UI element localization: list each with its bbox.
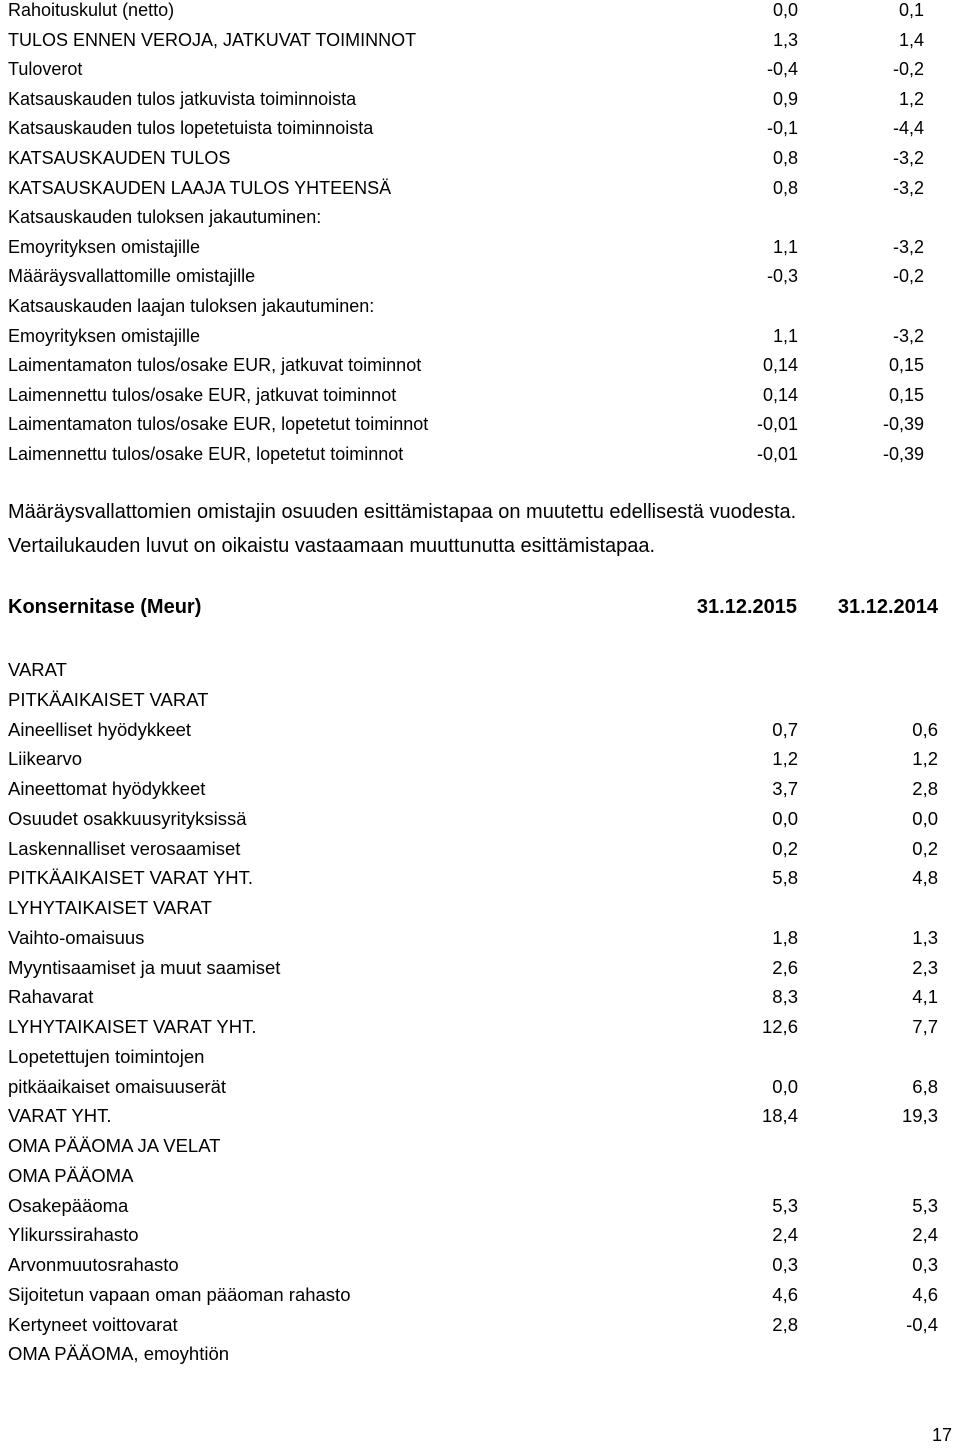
value-cell-current: 0,8 (772, 147, 798, 168)
value-cell-previous: -3,2 (892, 325, 924, 346)
table-row (8, 351, 926, 381)
value-cell-current: -0,4 (766, 59, 798, 80)
value-cell-current: 0,8 (772, 177, 798, 198)
table-row (8, 410, 926, 440)
table-row (8, 1101, 938, 1131)
table-row (8, 953, 938, 983)
table-row (8, 322, 926, 352)
table-row (8, 174, 926, 204)
value-cell-current: -0,01 (756, 443, 798, 464)
table-row (8, 114, 926, 144)
table-row (8, 1161, 938, 1191)
value-cell-current: 0,14 (762, 355, 798, 376)
table-row (8, 1191, 938, 1221)
row-label: VARAT YHT. (8, 1105, 112, 1127)
value-cell-current: 2,4 (772, 1224, 798, 1246)
note-line-2: Vertailukauden luvut on oikaistu vastaamaan muuttunutta esittämistapaa. (8, 535, 656, 557)
table-row (8, 982, 938, 1012)
row-label: Lopetettujen toimintojen (8, 1045, 205, 1067)
value-cell-current: 5,8 (772, 867, 798, 889)
value-cell-previous: 2,3 (912, 956, 938, 978)
row-label: Laskennalliset verosaamiset (8, 837, 241, 859)
value-cell-previous: 0,3 (912, 1254, 938, 1275)
table-row (8, 744, 938, 774)
table-row (8, 203, 926, 233)
row-label: PITKÄAIKAISET VARAT (8, 688, 209, 710)
value-cell-previous: 0,15 (888, 355, 924, 376)
table-row (8, 1280, 938, 1310)
row-label: Laimennettu tulos/osake EUR, jatkuvat toiminnot (8, 384, 397, 405)
value-cell-previous: -0,2 (892, 59, 924, 80)
row-label: Osuudet osakkuusyrityksissä (8, 807, 247, 829)
balance-sheet-table (8, 655, 938, 1369)
value-cell-current: -0,3 (766, 266, 798, 287)
value-cell-current: 3,7 (772, 778, 798, 799)
value-cell-current: 2,8 (772, 1313, 798, 1335)
row-label: Aineettomat hyödykkeet (8, 778, 206, 799)
row-label: pitkäaikaiset omaisuuserät (8, 1075, 226, 1097)
table-row (8, 774, 938, 804)
value-cell-previous: 0,2 (912, 837, 938, 859)
row-label: Laimennettu tulos/osake EUR, lopetetut toiminnot (8, 443, 404, 464)
row-label: Myyntisaamiset ja muut saamiset (8, 956, 281, 978)
row-label: Laimentamaton tulos/osake EUR, jatkuvat toiminnot (8, 355, 422, 376)
row-label: Kertyneet voittovarat (8, 1313, 178, 1335)
row-label: Katsauskauden tulos jatkuvista toiminnoista (8, 88, 357, 109)
value-cell-current: 18,4 (761, 1105, 798, 1127)
value-cell-current: 0,9 (772, 88, 798, 109)
row-label: Tuloverot (8, 59, 83, 80)
row-label: Sijoitetun vapaan oman pääoman rahasto (8, 1283, 351, 1305)
table-row (8, 233, 926, 263)
table-row (8, 85, 926, 115)
value-cell-previous: 4,8 (912, 867, 938, 889)
value-cell-current: 0,3 (772, 1254, 798, 1275)
row-label: Arvonmuutosrahasto (8, 1254, 179, 1275)
value-cell-previous: 0,6 (912, 718, 938, 740)
value-cell-previous: 5,3 (912, 1194, 938, 1216)
row-label: Laimentamaton tulos/osake EUR, lopetetut toiminnot (8, 414, 429, 435)
row-label: Määräysvallattomille omistajille (8, 266, 256, 287)
row-label: Liikearvo (8, 748, 83, 770)
row-label: Emoyrityksen omistajille (8, 236, 201, 257)
row-label: Katsauskauden tuloksen jakautuminen: (8, 207, 322, 228)
value-cell-previous: 4,1 (912, 986, 938, 1008)
column-header-2015: 31.12.2015 (696, 596, 797, 618)
row-label: PITKÄAIKAISET VARAT YHT. (8, 867, 254, 889)
value-cell-current: 0,14 (762, 384, 798, 405)
value-cell-current: -0,1 (766, 118, 798, 139)
table-row (8, 262, 926, 292)
table-row (8, 834, 938, 864)
value-cell-previous: -0,4 (906, 1313, 938, 1335)
table-row (8, 893, 938, 923)
row-label: OMA PÄÄOMA, emoyhtiön (8, 1343, 230, 1365)
value-cell-previous: 4,6 (912, 1283, 938, 1305)
page-number: 17 (931, 1425, 952, 1445)
row-label: Osakepääoma (8, 1194, 129, 1216)
table-row (8, 1250, 938, 1280)
table-row (8, 292, 926, 322)
value-cell-previous: -3,2 (892, 147, 924, 168)
row-label: Katsauskauden tulos lopetetuista toiminnoista (8, 118, 374, 139)
row-label: LYHYTAIKAISET VARAT (8, 897, 212, 918)
row-label: VARAT (8, 659, 67, 680)
value-cell-previous: 7,7 (912, 1016, 938, 1037)
row-label: Emoyrityksen omistajille (8, 325, 201, 346)
value-cell-previous: 0,0 (912, 807, 938, 829)
value-cell-previous: 0,1 (898, 0, 924, 20)
value-cell-current: 1,1 (772, 236, 798, 257)
table-row (8, 26, 926, 56)
row-label: LYHYTAIKAISET VARAT YHT. (8, 1016, 257, 1037)
row-label: OMA PÄÄOMA (8, 1164, 134, 1186)
value-cell-current: 2,6 (772, 956, 798, 978)
income-statement-table (8, 0, 926, 470)
value-cell-current: 0,2 (772, 837, 798, 859)
balance-sheet-title: Konsernitase (Meur) (8, 596, 202, 618)
table-row (8, 804, 938, 834)
note-line-1: Määräysvallattomien omistajin osuuden esittämistapaa on muutettu edellisestä vuodesta. (8, 501, 797, 523)
row-label: Rahoituskulut (netto) (8, 0, 175, 20)
value-cell-current: 1,8 (772, 926, 798, 948)
table-row (8, 923, 938, 953)
table-row (8, 1072, 938, 1102)
value-cell-previous: 2,4 (912, 1224, 938, 1246)
value-cell-previous: 1,2 (898, 88, 924, 109)
value-cell-current: 5,3 (772, 1194, 798, 1216)
table-row (8, 0, 926, 26)
value-cell-previous: -0,39 (882, 443, 924, 464)
table-row (8, 1042, 938, 1072)
row-label: Katsauskauden laajan tuloksen jakautuminen: (8, 295, 375, 316)
table-row (8, 440, 926, 470)
table-row (8, 381, 926, 411)
row-label: OMA PÄÄOMA JA VELAT (8, 1135, 221, 1156)
row-label: Rahavarat (8, 986, 94, 1008)
value-cell-current: 1,2 (772, 748, 798, 770)
table-row (8, 144, 926, 174)
value-cell-current: 0,0 (772, 807, 798, 829)
table-row (8, 715, 938, 745)
value-cell-current: 1,1 (772, 325, 798, 346)
value-cell-current: 0,7 (772, 718, 798, 740)
table-row (8, 55, 926, 85)
value-cell-previous: 2,8 (912, 778, 938, 799)
value-cell-previous: -3,2 (892, 236, 924, 257)
table-row (8, 1012, 938, 1042)
row-label: TULOS ENNEN VEROJA, JATKUVAT TOIMINNOT (8, 29, 417, 50)
table-row (8, 655, 938, 685)
table-row (8, 1310, 938, 1340)
value-cell-current: 0,0 (772, 1075, 798, 1097)
row-label: Vaihto-omaisuus (8, 926, 145, 948)
table-row (8, 1220, 938, 1250)
column-header-2014: 31.12.2014 (837, 596, 938, 618)
row-label: KATSAUSKAUDEN TULOS (8, 147, 231, 168)
value-cell-current: 8,3 (772, 986, 798, 1008)
value-cell-previous: 1,3 (912, 926, 938, 948)
value-cell-previous: -3,2 (892, 177, 924, 198)
table-row (8, 1339, 938, 1369)
row-label: Ylikurssirahasto (8, 1224, 139, 1246)
table-row (8, 685, 938, 715)
value-cell-current: -0,01 (756, 414, 798, 435)
table-row (8, 863, 938, 893)
row-label: KATSAUSKAUDEN LAAJA TULOS YHTEENSÄ (8, 177, 392, 198)
value-cell-previous: 1,4 (898, 29, 924, 50)
value-cell-current: 12,6 (761, 1016, 798, 1037)
value-cell-previous: -0,39 (882, 414, 924, 435)
row-label: Aineelliset hyödykkeet (8, 718, 192, 740)
value-cell-previous: -4,4 (892, 118, 924, 139)
value-cell-current: 4,6 (772, 1283, 798, 1305)
value-cell-previous: 6,8 (912, 1075, 938, 1097)
value-cell-previous: -0,2 (892, 266, 924, 287)
value-cell-previous: 19,3 (901, 1105, 938, 1127)
value-cell-current: 1,3 (772, 29, 798, 50)
value-cell-current: 0,0 (772, 0, 798, 20)
value-cell-previous: 0,15 (888, 384, 924, 405)
table-row (8, 1131, 938, 1161)
value-cell-previous: 1,2 (912, 748, 938, 770)
